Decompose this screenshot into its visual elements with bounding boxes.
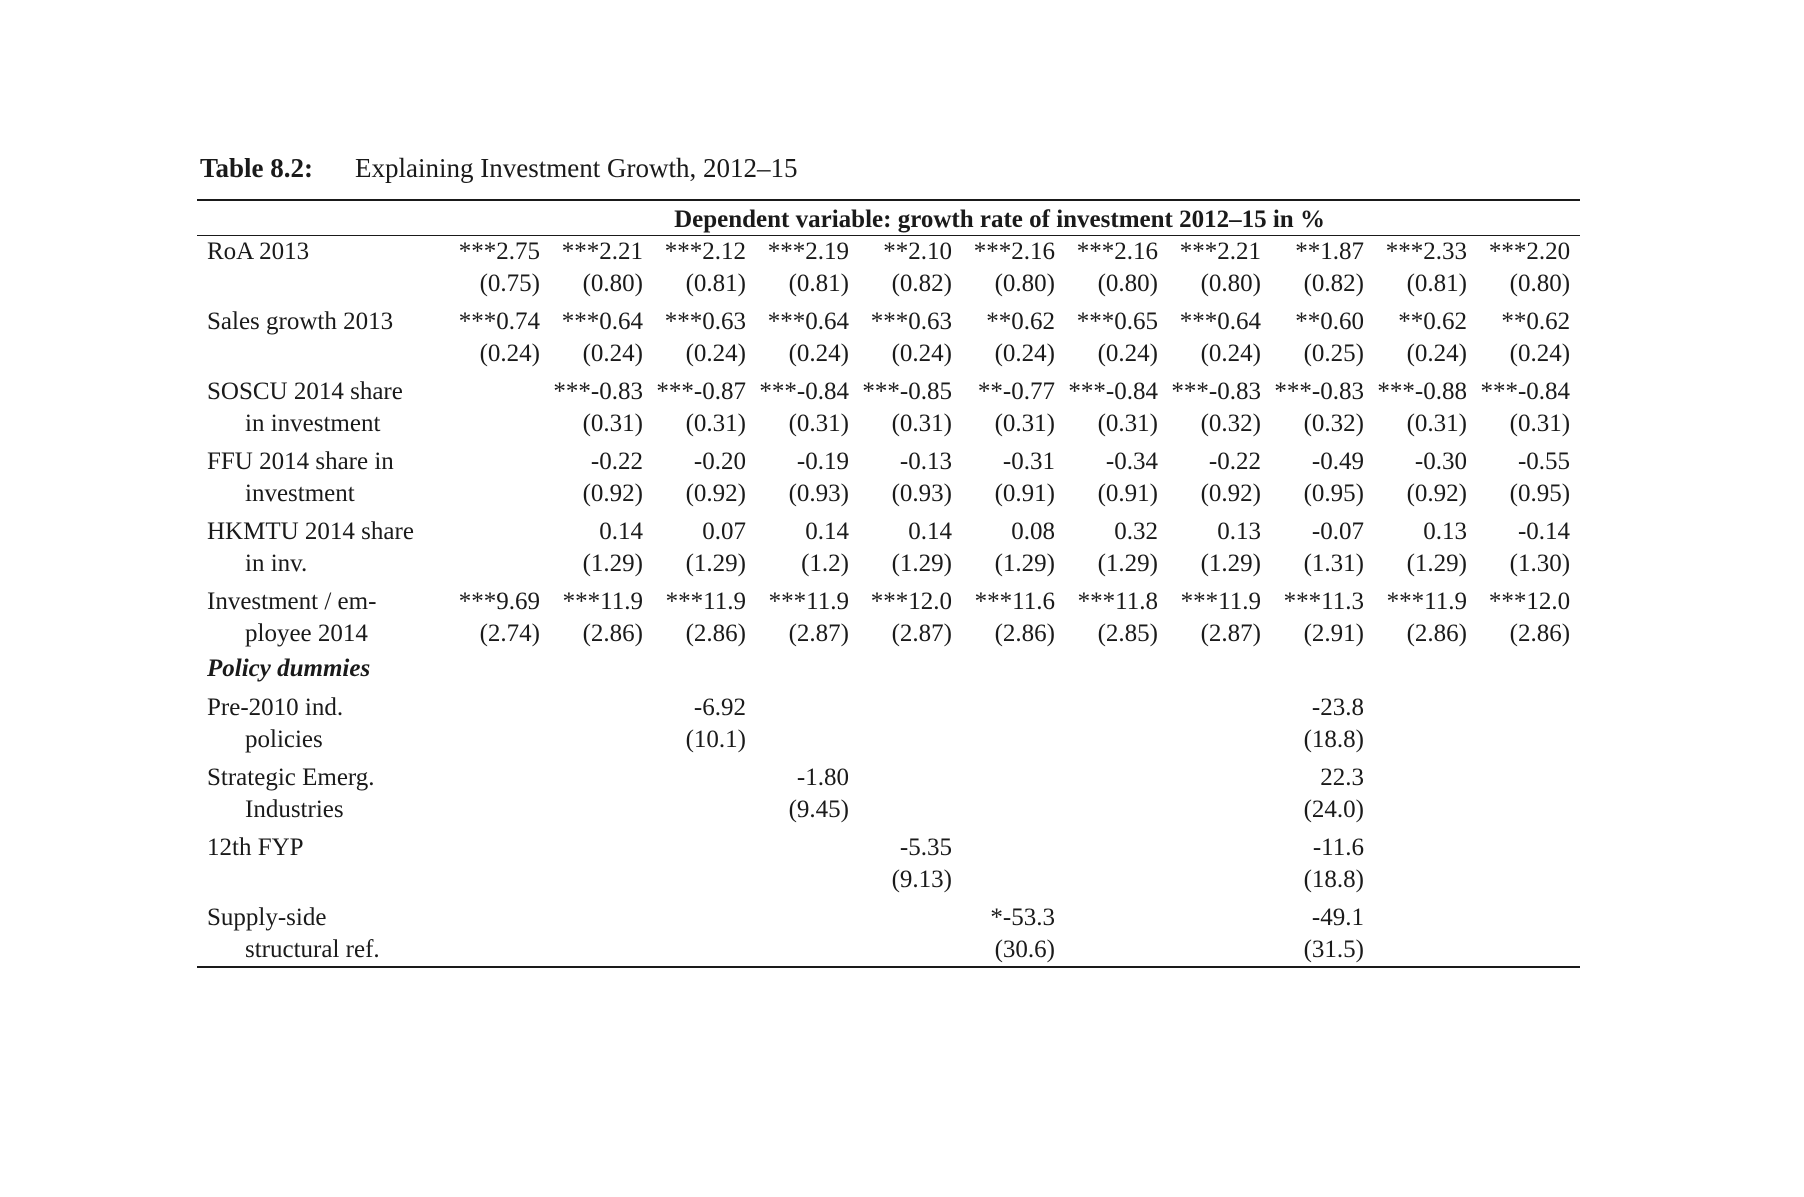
standard-error-cell: (0.31) xyxy=(1406,410,1467,437)
coefficient-cell: **0.62 xyxy=(1398,308,1467,335)
standard-error-cell: (18.8) xyxy=(1303,866,1364,893)
row-label: investment xyxy=(245,480,355,507)
standard-error-cell: (0.82) xyxy=(1303,270,1364,297)
coefficient-cell: -0.13 xyxy=(899,448,952,475)
standard-error-cell: (0.80) xyxy=(1200,270,1261,297)
standard-error-cell: (0.24) xyxy=(1097,340,1158,367)
coefficient-cell: -23.8 xyxy=(1311,694,1364,721)
row-label: Investment / em- xyxy=(207,588,377,615)
regression-table xyxy=(197,199,1580,968)
coefficient-cell: 22.3 xyxy=(1320,764,1364,791)
row-label: SOSCU 2014 share xyxy=(207,378,403,405)
row-label: ployee 2014 xyxy=(245,620,368,647)
standard-error-cell: (0.31) xyxy=(582,410,643,437)
standard-error-cell: (0.31) xyxy=(1097,410,1158,437)
standard-error-cell: (0.81) xyxy=(788,270,849,297)
coefficient-cell: 0.13 xyxy=(1217,518,1261,545)
standard-error-cell: (0.81) xyxy=(1406,270,1467,297)
coefficient-cell: **0.60 xyxy=(1295,308,1364,335)
standard-error-cell: (0.31) xyxy=(994,410,1055,437)
standard-error-cell xyxy=(550,794,653,826)
dependent-variable-header: Dependent variable: growth rate of investment 2012–15 in % xyxy=(197,200,1580,236)
standard-error-cell: (24.0) xyxy=(1303,796,1364,823)
coefficient-cell xyxy=(550,756,653,794)
standard-error-cell: (0.31) xyxy=(685,410,746,437)
row-label xyxy=(197,338,447,370)
standard-error-cell: (0.24) xyxy=(994,340,1055,367)
coefficient-cell: ***0.65 xyxy=(1076,308,1158,335)
standard-error-cell: (0.24) xyxy=(891,340,952,367)
standard-error-cell: (1.29) xyxy=(1097,550,1158,577)
coefficient-cell xyxy=(550,686,653,724)
standard-error-cell: (0.32) xyxy=(1200,410,1261,437)
standard-error-row xyxy=(197,794,1580,826)
table-caption xyxy=(200,150,1580,186)
coefficient-cell xyxy=(1477,896,1580,934)
coefficient-cell: ***11.9 xyxy=(665,588,746,615)
standard-error-cell xyxy=(1477,724,1580,756)
standard-error-cell: (1.29) xyxy=(994,550,1055,577)
standard-error-cell xyxy=(1168,794,1271,826)
coefficient-cell xyxy=(1065,756,1168,794)
coefficient-cell: ***2.16 xyxy=(1076,238,1158,265)
standard-error-cell: (0.24) xyxy=(1509,340,1571,367)
standard-error-cell xyxy=(1168,864,1271,896)
coefficient-cell: -0.30 xyxy=(1414,448,1467,475)
standard-error-cell: (9.13) xyxy=(891,866,952,893)
standard-error-cell: (0.92) xyxy=(1200,480,1261,507)
standard-error-cell xyxy=(962,864,1065,896)
standard-error-cell xyxy=(859,934,962,967)
standard-error-cell xyxy=(447,724,550,756)
standard-error-cell xyxy=(653,934,756,967)
coefficient-cell: -11.6 xyxy=(1312,834,1364,861)
standard-error-cell: (0.25) xyxy=(1303,340,1364,367)
coefficient-cell xyxy=(1374,756,1477,794)
coefficient-cell: -49.1 xyxy=(1311,904,1364,931)
coefficient-cell xyxy=(1477,826,1580,864)
standard-error-cell: (1.29) xyxy=(685,550,746,577)
coefficient-cell: **0.62 xyxy=(1501,308,1571,335)
standard-error-row xyxy=(197,724,1580,756)
coefficient-cell xyxy=(1168,826,1271,864)
standard-error-cell: (0.24) xyxy=(685,340,746,367)
coefficient-cell: **0.62 xyxy=(986,308,1055,335)
standard-error-cell xyxy=(1374,934,1477,967)
standard-error-cell: (0.91) xyxy=(994,480,1055,507)
coefficient-cell: ***11.3 xyxy=(1283,588,1364,615)
coefficient-row xyxy=(197,236,1580,269)
row-label: Pre-2010 ind. xyxy=(207,694,344,721)
coefficient-cell xyxy=(859,896,962,934)
row-label: RoA 2013 xyxy=(207,238,310,265)
coefficient-cell xyxy=(447,510,550,548)
row-label xyxy=(197,864,447,896)
standard-error-cell xyxy=(653,794,756,826)
standard-error-cell: (0.31) xyxy=(788,410,849,437)
coefficient-cell: ***-0.85 xyxy=(862,378,952,405)
document-page xyxy=(197,150,1580,968)
row-label: in investment xyxy=(245,410,381,437)
coefficient-cell xyxy=(1477,686,1580,724)
coefficient-cell: -0.34 xyxy=(1105,448,1158,475)
standard-error-cell xyxy=(1065,864,1168,896)
coefficient-cell xyxy=(447,440,550,478)
standard-error-row xyxy=(197,478,1580,510)
coefficient-cell xyxy=(653,826,756,864)
standard-error-cell: (2.86) xyxy=(685,620,746,647)
standard-error-cell: (10.1) xyxy=(685,726,746,753)
coefficient-cell: ***2.12 xyxy=(664,238,746,265)
coefficient-cell: ***0.64 xyxy=(767,308,849,335)
standard-error-cell xyxy=(653,864,756,896)
standard-error-cell: (2.87) xyxy=(1200,620,1261,647)
standard-error-row xyxy=(197,618,1580,650)
coefficient-cell: ***2.16 xyxy=(973,238,1055,265)
coefficient-cell: ***-0.88 xyxy=(1377,378,1467,405)
standard-error-cell: (1.29) xyxy=(1406,550,1467,577)
standard-error-cell: (0.93) xyxy=(788,480,849,507)
table-number: Table 8.2: xyxy=(200,153,314,183)
coefficient-cell: -0.20 xyxy=(693,448,746,475)
standard-error-cell xyxy=(756,864,859,896)
standard-error-cell xyxy=(447,864,550,896)
standard-error-cell xyxy=(1168,934,1271,967)
coefficient-cell: 0.08 xyxy=(1011,518,1055,545)
standard-error-cell xyxy=(962,724,1065,756)
standard-error-cell xyxy=(447,478,550,510)
standard-error-cell: (2.86) xyxy=(1406,620,1467,647)
coefficient-cell: ***11.9 xyxy=(768,588,849,615)
standard-error-row xyxy=(197,548,1580,580)
row-label: HKMTU 2014 share xyxy=(207,518,414,545)
coefficient-cell: ***11.8 xyxy=(1077,588,1158,615)
coefficient-cell xyxy=(447,686,550,724)
standard-error-cell xyxy=(962,794,1065,826)
row-label xyxy=(197,268,447,300)
coefficient-row xyxy=(197,756,1580,794)
standard-error-cell xyxy=(1374,794,1477,826)
coefficient-cell: -1.80 xyxy=(796,764,849,791)
standard-error-cell: (0.92) xyxy=(1406,480,1467,507)
coefficient-cell xyxy=(550,826,653,864)
standard-error-cell xyxy=(1065,794,1168,826)
coefficient-cell xyxy=(962,826,1065,864)
standard-error-cell: (1.29) xyxy=(582,550,643,577)
standard-error-cell: (1.31) xyxy=(1303,550,1364,577)
coefficient-row xyxy=(197,440,1580,478)
coefficient-cell xyxy=(447,370,550,408)
coefficient-cell: ***-0.84 xyxy=(759,378,849,405)
coefficient-cell xyxy=(447,756,550,794)
standard-error-cell: (0.92) xyxy=(685,480,746,507)
standard-error-cell xyxy=(756,724,859,756)
standard-error-cell xyxy=(1477,864,1580,896)
coefficient-cell: -0.49 xyxy=(1311,448,1364,475)
standard-error-cell xyxy=(1065,724,1168,756)
standard-error-cell: (0.24) xyxy=(582,340,643,367)
coefficient-cell xyxy=(1065,826,1168,864)
coefficient-cell: ***2.19 xyxy=(767,238,849,265)
standard-error-cell: (31.5) xyxy=(1303,936,1364,963)
standard-error-cell: (1.2) xyxy=(801,550,849,577)
standard-error-cell xyxy=(447,934,550,967)
coefficient-row xyxy=(197,896,1580,934)
coefficient-cell xyxy=(756,896,859,934)
standard-error-cell: (2.86) xyxy=(1509,620,1571,647)
coefficient-cell: -6.92 xyxy=(693,694,746,721)
coefficient-cell xyxy=(1374,896,1477,934)
standard-error-cell: (18.8) xyxy=(1303,726,1364,753)
table-title: Explaining Investment Growth, 2012–15 xyxy=(355,153,798,183)
standard-error-cell: (0.80) xyxy=(1097,270,1158,297)
coefficient-cell: ***2.75 xyxy=(458,238,540,265)
standard-error-cell: (0.95) xyxy=(1509,480,1571,507)
coefficient-cell: ***0.64 xyxy=(561,308,643,335)
coefficient-cell: ***0.64 xyxy=(1179,308,1261,335)
row-label: in inv. xyxy=(245,550,308,577)
standard-error-cell: (30.6) xyxy=(994,936,1055,963)
coefficient-cell xyxy=(859,686,962,724)
coefficient-cell: ***12.0 xyxy=(870,588,952,615)
row-label: Strategic Emerg. xyxy=(207,764,375,791)
coefficient-cell: 0.14 xyxy=(805,518,849,545)
coefficient-cell: *-53.3 xyxy=(990,904,1055,931)
coefficient-cell: -0.31 xyxy=(1002,448,1055,475)
coefficient-cell: ***0.63 xyxy=(664,308,746,335)
bottom-rule xyxy=(197,967,1580,968)
standard-error-cell: (1.29) xyxy=(891,550,952,577)
standard-error-cell: (2.91) xyxy=(1303,620,1364,647)
coefficient-row xyxy=(197,686,1580,724)
standard-error-cell xyxy=(1065,934,1168,967)
standard-error-cell: (0.31) xyxy=(1509,410,1571,437)
coefficient-cell xyxy=(1477,756,1580,794)
standard-error-cell xyxy=(550,724,653,756)
standard-error-cell: (2.86) xyxy=(994,620,1055,647)
row-label: policies xyxy=(245,726,323,753)
coefficient-cell: ***-0.84 xyxy=(1480,378,1571,405)
coefficient-cell: 0.14 xyxy=(599,518,643,545)
coefficient-cell xyxy=(859,756,962,794)
standard-error-cell: (0.24) xyxy=(1406,340,1467,367)
coefficient-cell xyxy=(1168,896,1271,934)
standard-error-cell: (1.29) xyxy=(1200,550,1261,577)
coefficient-row xyxy=(197,580,1580,618)
coefficient-cell: ***-0.83 xyxy=(553,378,643,405)
standard-error-row xyxy=(197,934,1580,967)
coefficient-cell: ***11.9 xyxy=(1386,588,1467,615)
standard-error-cell: (9.45) xyxy=(788,796,849,823)
standard-error-cell: (2.87) xyxy=(891,620,952,647)
coefficient-cell: ***0.74 xyxy=(458,308,540,335)
coefficient-cell: **1.87 xyxy=(1295,238,1364,265)
coefficient-cell: ***2.21 xyxy=(561,238,643,265)
coefficient-cell xyxy=(1374,826,1477,864)
coefficient-cell xyxy=(1065,686,1168,724)
coefficient-cell: 0.13 xyxy=(1423,518,1467,545)
coefficient-cell: -0.55 xyxy=(1517,448,1571,475)
coefficient-cell xyxy=(550,896,653,934)
coefficient-cell: -0.07 xyxy=(1311,518,1364,545)
standard-error-cell: (0.81) xyxy=(685,270,746,297)
standard-error-cell: (2.74) xyxy=(479,620,540,647)
table-body xyxy=(197,236,1580,968)
standard-error-cell: (0.82) xyxy=(891,270,952,297)
coefficient-cell: **2.10 xyxy=(883,238,952,265)
standard-error-cell: (0.24) xyxy=(1200,340,1261,367)
row-label: Supply-side xyxy=(207,904,327,931)
coefficient-cell: 0.07 xyxy=(702,518,746,545)
standard-error-cell: (2.85) xyxy=(1097,620,1158,647)
coefficient-cell: ***12.0 xyxy=(1488,588,1571,615)
coefficient-cell: **-0.77 xyxy=(977,378,1055,405)
coefficient-cell: ***0.63 xyxy=(870,308,952,335)
coefficient-cell xyxy=(447,896,550,934)
coefficient-cell: -0.19 xyxy=(796,448,849,475)
section-row xyxy=(197,650,1580,686)
coefficient-cell: ***-0.83 xyxy=(1274,378,1364,405)
standard-error-cell: (0.80) xyxy=(1509,270,1571,297)
row-label: FFU 2014 share in xyxy=(207,448,394,475)
coefficient-cell: ***11.6 xyxy=(974,588,1055,615)
standard-error-cell xyxy=(447,408,550,440)
standard-error-row xyxy=(197,408,1580,440)
coefficient-cell: -0.22 xyxy=(1208,448,1261,475)
row-label: structural ref. xyxy=(245,936,380,963)
coefficient-cell: ***11.9 xyxy=(1180,588,1261,615)
coefficient-cell xyxy=(653,756,756,794)
standard-error-cell: (0.24) xyxy=(788,340,849,367)
coefficient-cell xyxy=(447,826,550,864)
standard-error-cell xyxy=(447,548,550,580)
section-heading: Policy dummies xyxy=(207,655,371,682)
standard-error-cell: (1.30) xyxy=(1509,550,1571,577)
coefficient-cell: ***9.69 xyxy=(458,588,540,615)
standard-error-cell xyxy=(859,724,962,756)
coefficient-cell: 0.32 xyxy=(1114,518,1158,545)
standard-error-cell xyxy=(756,934,859,967)
standard-error-row xyxy=(197,864,1580,896)
coefficient-cell xyxy=(756,686,859,724)
coefficient-cell: -5.35 xyxy=(899,834,952,861)
coefficient-cell xyxy=(1374,686,1477,724)
standard-error-cell xyxy=(447,794,550,826)
standard-error-cell xyxy=(550,934,653,967)
coefficient-cell: ***2.20 xyxy=(1488,238,1571,265)
coefficient-cell: ***11.9 xyxy=(562,588,643,615)
coefficient-cell xyxy=(962,686,1065,724)
row-label: Sales growth 2013 xyxy=(207,308,394,335)
standard-error-cell xyxy=(1374,864,1477,896)
standard-error-cell xyxy=(1477,934,1580,967)
standard-error-cell xyxy=(1168,724,1271,756)
standard-error-cell: (2.87) xyxy=(788,620,849,647)
row-label: 12th FYP xyxy=(207,834,304,861)
row-label: Industries xyxy=(245,796,344,823)
coefficient-cell: -0.22 xyxy=(590,448,643,475)
coefficient-cell: ***2.21 xyxy=(1179,238,1261,265)
coefficient-cell: ***-0.83 xyxy=(1171,378,1261,405)
coefficient-row xyxy=(197,826,1580,864)
coefficient-cell xyxy=(1065,896,1168,934)
coefficient-cell: 0.14 xyxy=(908,518,952,545)
standard-error-cell: (0.75) xyxy=(479,270,540,297)
standard-error-cell: (0.93) xyxy=(891,480,952,507)
coefficient-cell: ***-0.87 xyxy=(656,378,746,405)
standard-error-cell xyxy=(550,864,653,896)
coefficient-cell: ***2.33 xyxy=(1385,238,1467,265)
standard-error-row xyxy=(197,338,1580,370)
coefficient-cell xyxy=(756,826,859,864)
standard-error-cell: (0.92) xyxy=(582,480,643,507)
standard-error-cell xyxy=(1477,794,1580,826)
standard-error-cell xyxy=(1374,724,1477,756)
coefficient-cell xyxy=(1168,686,1271,724)
standard-error-cell: (0.32) xyxy=(1303,410,1364,437)
coefficient-cell: ***-0.84 xyxy=(1068,378,1158,405)
coefficient-cell xyxy=(653,896,756,934)
coefficient-cell xyxy=(1168,756,1271,794)
standard-error-cell: (0.91) xyxy=(1097,480,1158,507)
coefficient-cell: -0.14 xyxy=(1517,518,1571,545)
coefficient-cell xyxy=(962,756,1065,794)
standard-error-cell: (0.95) xyxy=(1303,480,1364,507)
coefficient-row xyxy=(197,370,1580,408)
standard-error-cell: (0.80) xyxy=(582,270,643,297)
standard-error-cell: (0.24) xyxy=(479,340,540,367)
coefficient-row xyxy=(197,510,1580,548)
standard-error-row xyxy=(197,268,1580,300)
standard-error-cell: (0.80) xyxy=(994,270,1055,297)
standard-error-cell xyxy=(859,794,962,826)
standard-error-cell: (0.31) xyxy=(891,410,952,437)
coefficient-row xyxy=(197,300,1580,338)
standard-error-cell: (2.86) xyxy=(582,620,643,647)
